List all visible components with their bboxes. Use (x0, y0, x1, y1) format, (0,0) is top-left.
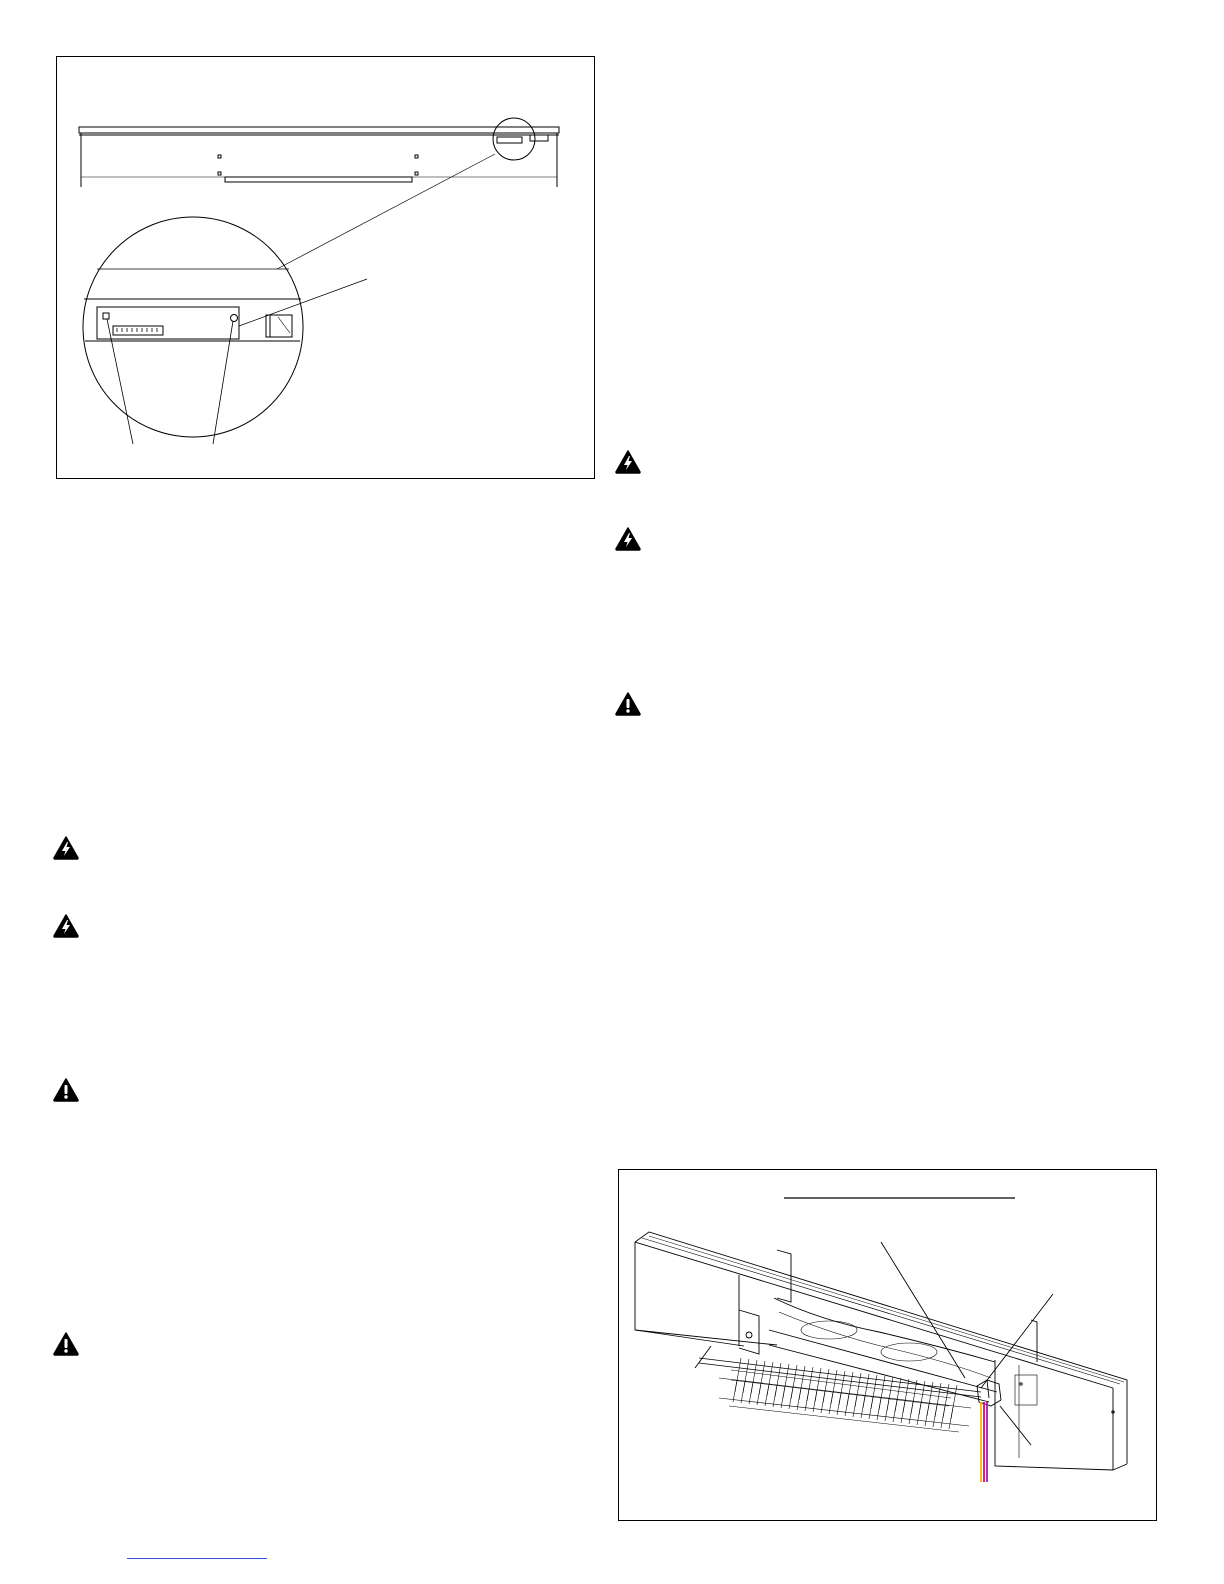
general-warning-icon (615, 692, 641, 716)
electrical-hazard-icon (53, 836, 79, 860)
general-warning-icon (53, 1332, 79, 1356)
electrical-hazard-icon (615, 450, 641, 474)
heater-rail-detail-drawing (57, 57, 596, 480)
general-warning-icon (53, 1078, 79, 1102)
electrical-hazard-icon (615, 527, 641, 551)
figure-top-left (56, 56, 595, 479)
figure-bottom-right (618, 1169, 1157, 1521)
electrical-hazard-icon (53, 914, 79, 938)
link-underline[interactable] (127, 1558, 267, 1559)
heater-element-exploded-drawing (619, 1170, 1158, 1522)
